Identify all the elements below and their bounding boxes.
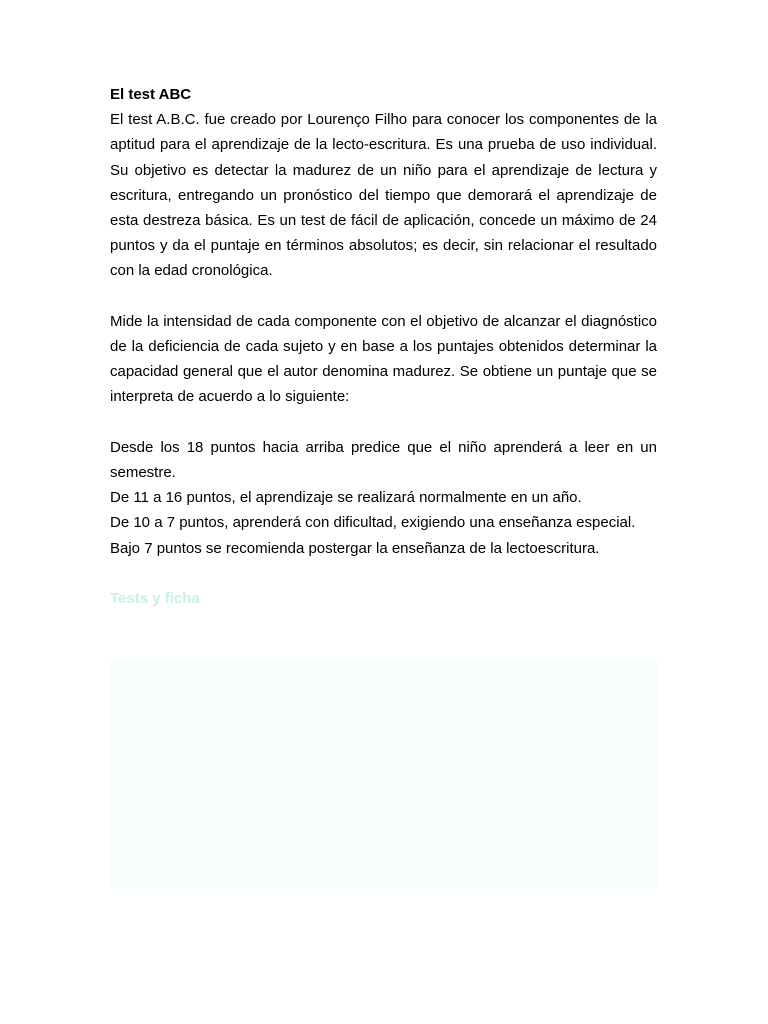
document-title: El test ABC	[110, 86, 192, 103]
document-body	[110, 82, 657, 611]
result-line-4: Bajo 7 puntos se recomienda postergar la enseñanza de la lectoescritura.	[110, 539, 600, 557]
scoring-paragraph: Mide la intensidad de cada componente con el objetivo de alcanzar el diagnóstico de la deficiencia de cada sujeto y en base a los puntajes obtenidos determinar la capacidad general que el autor denomina madurez. Se obtiene un puntaje que se interpreta de acuerdo a lo siguiente:	[110, 312, 657, 406]
result-line-3: De 10 a 7 puntos, aprenderá con dificultad, exigiendo una enseñanza especial.	[110, 514, 636, 532]
paragraph-spacer	[110, 410, 657, 435]
result-line-1: Desde los 18 puntos hacia arriba predice que el niño aprenderá a leer en un semestre.	[110, 438, 657, 482]
tests-link-heading[interactable]: Tests y ficha	[110, 590, 200, 608]
paragraph-spacer	[110, 284, 657, 309]
embedded-content-placeholder	[110, 660, 658, 888]
intro-paragraph: El test A.B.C. fue creado por Lourenço Filho para conocer los componentes de la aptitud para el aprendizaje de la lecto-escritura. Es una prueba de uso individual. Su objetivo es detectar la madurez de un niño para el aprendizaje de lectura y escritura, entregando un pronóstico del tiempo que demorará el aprendizaje de esta destreza básica. Es un test de fácil de aplicación, concede un máximo de 24 puntos y da el puntaje en términos absolutos; es decir, sin relacionar el resultado con la edad cronológica.	[110, 111, 657, 280]
paragraph-spacer	[110, 561, 657, 586]
result-line-2: De 11 a 16 puntos, el aprendizaje se realizará normalmente en un año.	[110, 489, 582, 507]
